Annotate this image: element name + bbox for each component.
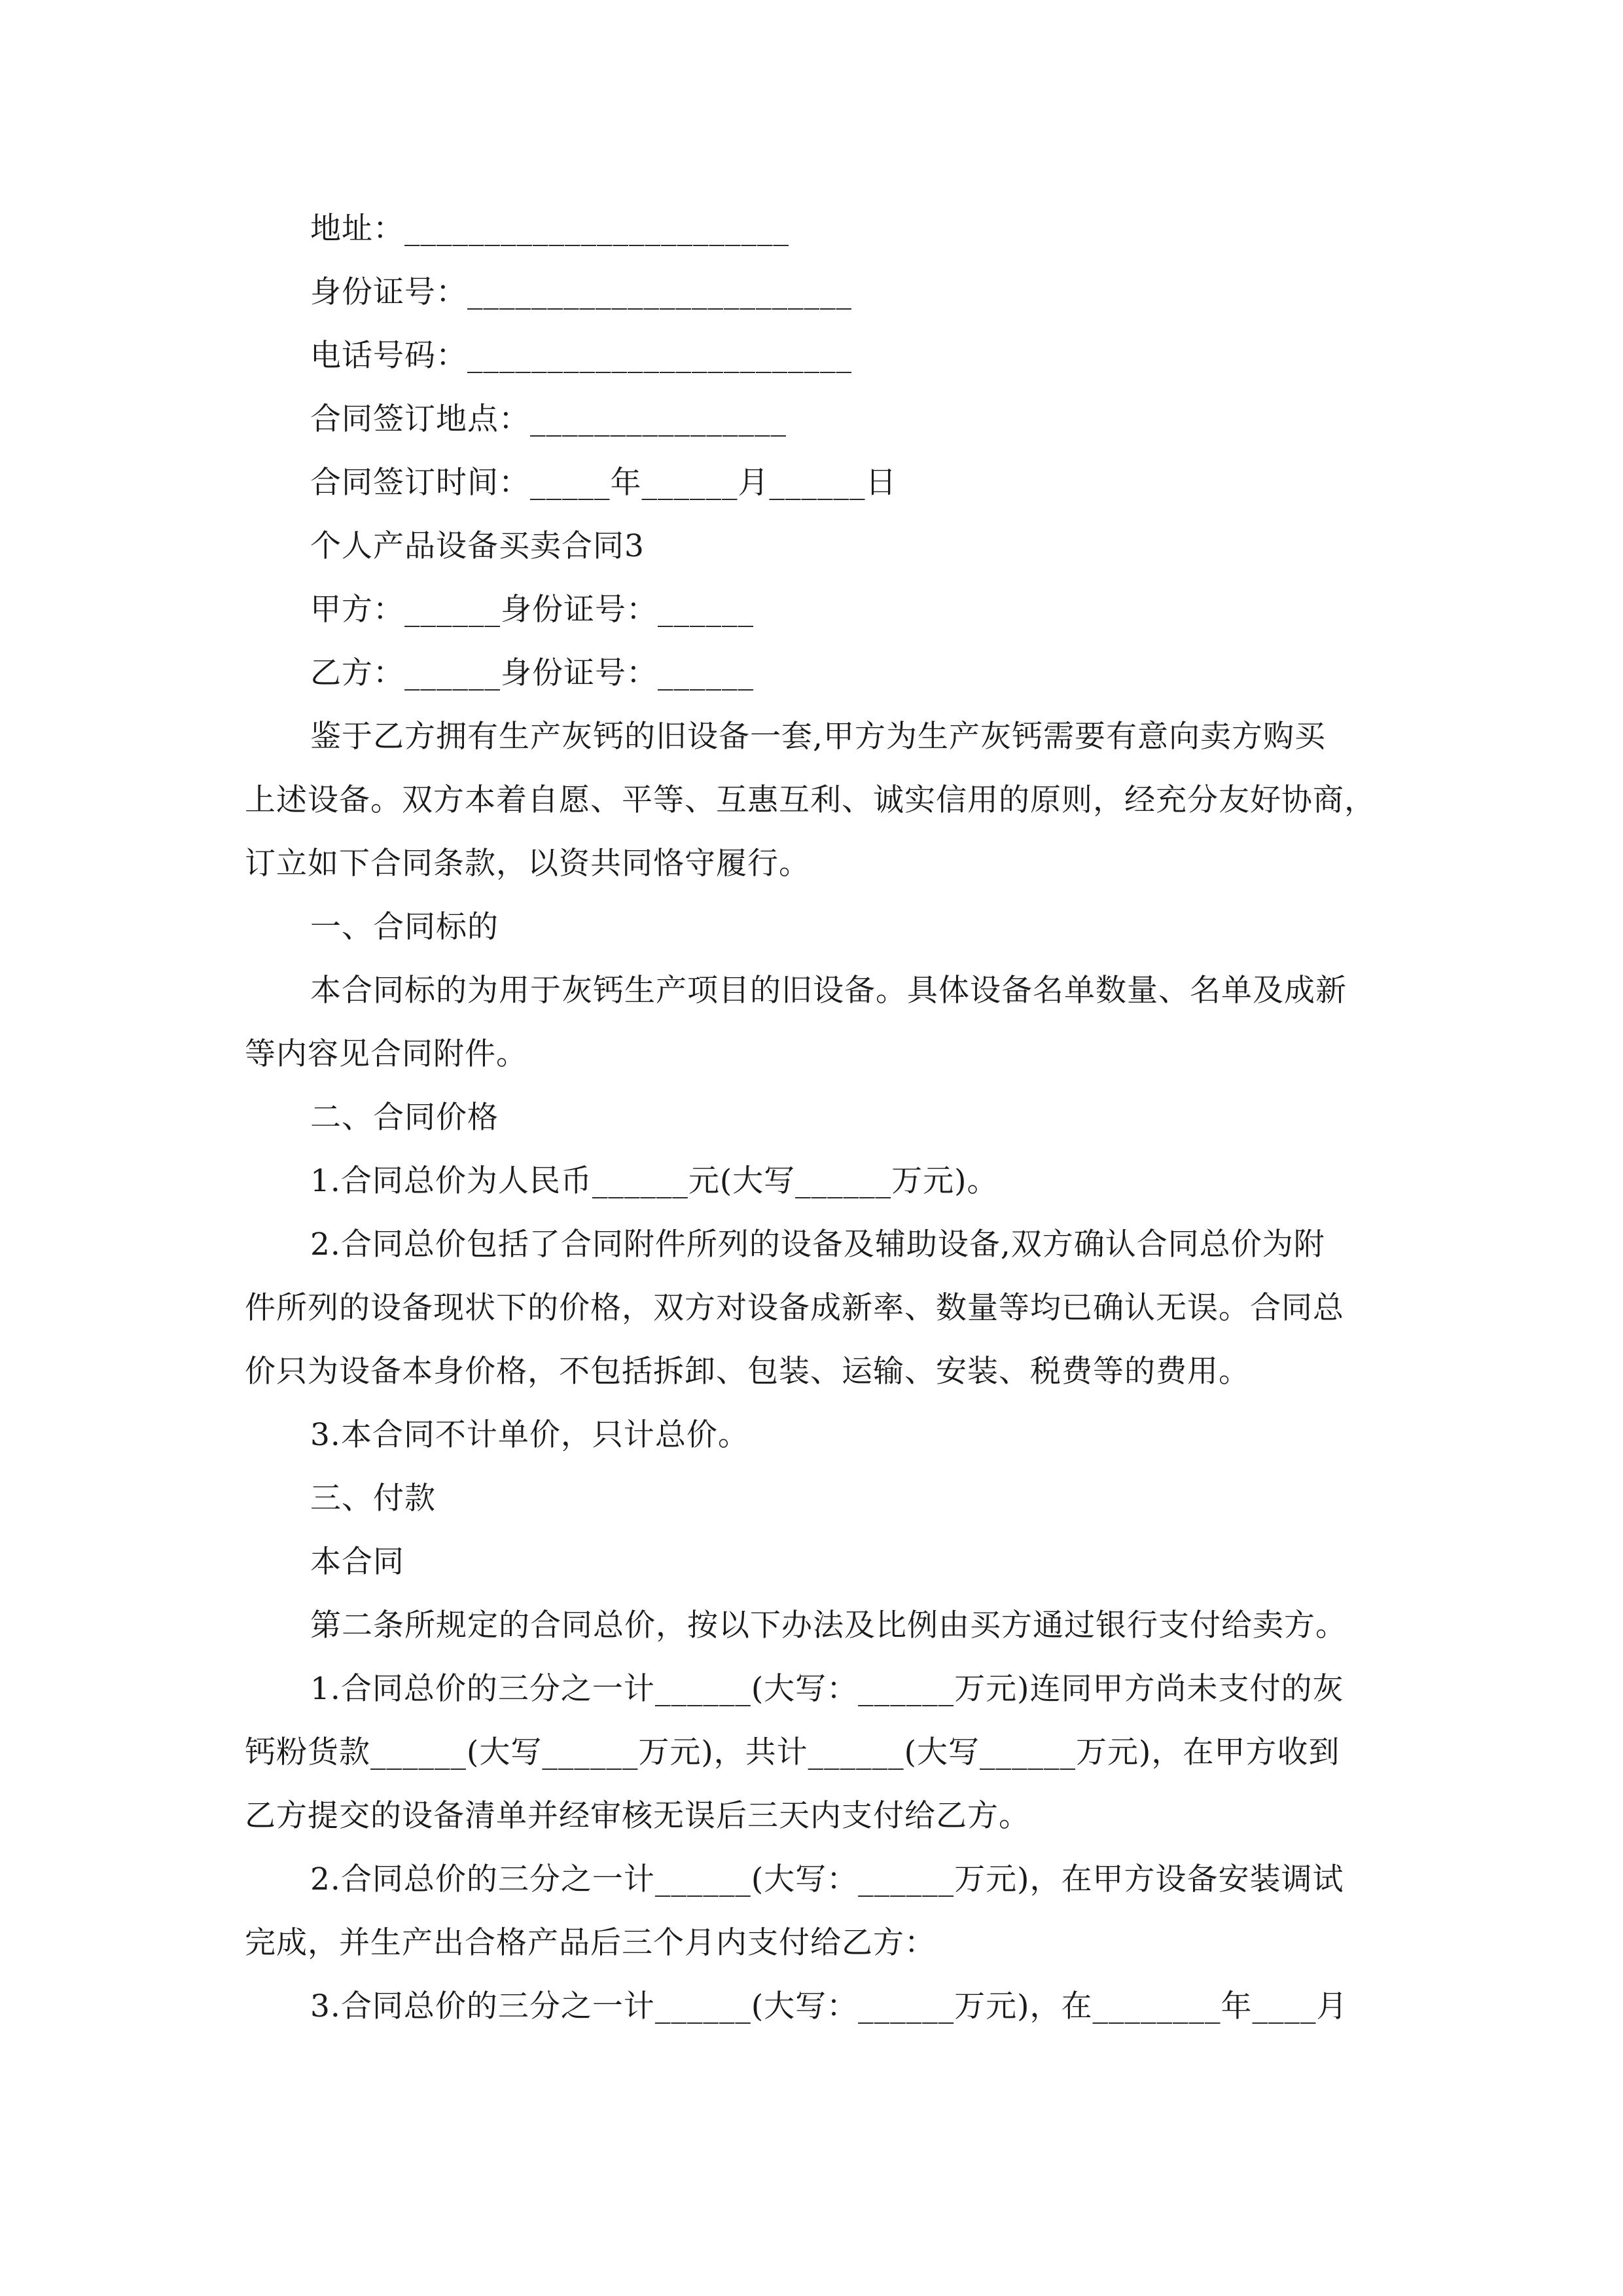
paragraph-line: 2.合同总价包括了合同附件所列的设备及辅助设备,双方确认合同总价为附 [310, 1227, 1325, 1263]
paragraph-line: 本合同 [310, 1544, 404, 1580]
section-heading: 三、付款 [310, 1480, 436, 1516]
paragraph-line: 鉴于乙方拥有生产灰钙的旧设备一套,甲方为生产灰钙需要有意向卖方购买 [310, 719, 1326, 755]
paragraph-line: 1.合同总价的三分之一计______(大写：______万元)连同甲方尚未支付的灰 [310, 1671, 1344, 1707]
paragraph-line: 钙粉货款______(大写______万元)，共计______(大写______万元)，在甲方收到 [245, 1734, 1340, 1770]
paragraph-line: 件所列的设备现状下的价格，双方对设备成新率、数量等均已确认无误。合同总 [245, 1290, 1344, 1326]
paragraph-line: 订立如下合同条款，以资共同恪守履行。 [245, 846, 810, 882]
paragraph-line: 3.本合同不计单价，只计总价。 [310, 1417, 749, 1453]
paragraph-line: 本合同标的为用于灰钙生产项目的旧设备。具体设备名单数量、名单及成新 [310, 973, 1347, 1009]
paragraph-line: 第二条所规定的合同总价，按以下办法及比例由买方通过银行支付给卖方。 [310, 1607, 1347, 1643]
phone-number-line: 电话号码：________________________ [310, 338, 852, 374]
paragraph-line: 完成，并生产出合格产品后三个月内支付给乙方： [245, 1925, 936, 1961]
paragraph-line: 2.合同总价的三分之一计______(大写：______万元)，在甲方设备安装调试 [310, 1861, 1344, 1897]
id-number-line: 身份证号：________________________ [310, 274, 852, 310]
party-b-line: 乙方：______身份证号：______ [310, 655, 754, 691]
address-line: 地址：________________________ [310, 211, 789, 247]
paragraph-line: 3.合同总价的三分之一计______(大写：______万元)，在________年____月 [310, 1988, 1348, 2024]
paragraph-line: 乙方提交的设备清单并经审核无误后三天内支付给乙方。 [245, 1798, 1030, 1834]
paragraph-line: 上述设备。双方本着自愿、平等、互惠互利、诚实信用的原则，经充分友好协商， [245, 782, 1376, 818]
contract-title: 个人产品设备买卖合同3 [310, 528, 645, 564]
signing-place-line: 合同签订地点：________________ [310, 401, 787, 437]
party-a-line: 甲方：______身份证号：______ [310, 592, 754, 628]
section-heading: 一、合同标的 [310, 909, 499, 945]
paragraph-line: 等内容见合同附件。 [245, 1036, 527, 1072]
section-heading: 二、合同价格 [310, 1100, 499, 1136]
paragraph-line: 1.合同总价为人民币______元(大写______万元)。 [310, 1163, 999, 1199]
signing-date-line: 合同签订时间：_____年______月______日 [310, 465, 897, 501]
paragraph-line: 价只为设备本身价格，不包括拆卸、包装、运输、安装、税费等的费用。 [245, 1354, 1250, 1390]
